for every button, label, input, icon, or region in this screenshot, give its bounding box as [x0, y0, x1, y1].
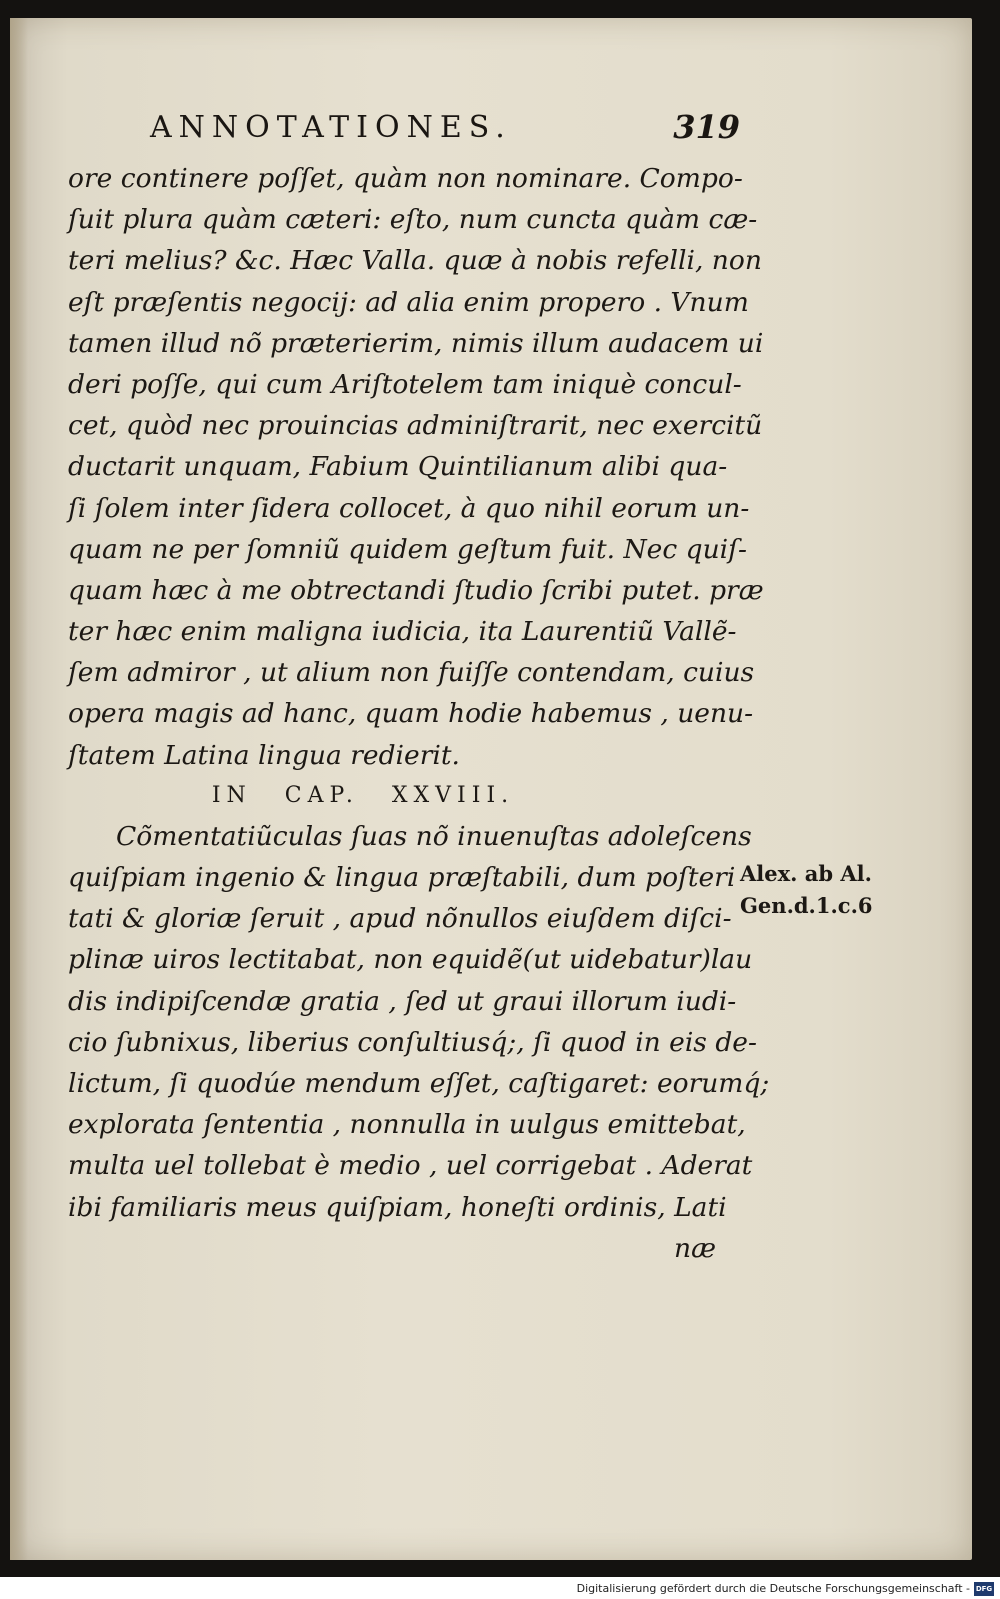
text-line: ductarit unquam, Fabium Quintilianum alibi qua-: [68, 451, 728, 483]
dfg-logo-icon: DFG: [974, 1582, 994, 1596]
text-line: cet, quòd nec prouincias adminiſtrarit, nec exercitũ: [68, 410, 763, 442]
text-line: lictum, ſi quodúe mendum eſſet, caſtigaret: eorumq́;: [68, 1067, 770, 1099]
text-line: multa uel tollebat è medio , uel corrigebat . Aderat: [68, 1150, 753, 1182]
text-line: ibi familiaris meus quiſpiam, honeſti ordinis, Lati: [68, 1191, 727, 1223]
page-gutter-shadow: [10, 18, 28, 1560]
text-line: ſtatem Latina lingua redierit.: [68, 739, 460, 771]
text-line: teri melius? &c. Hæc Valla. quæ à nobis refelli, non: [68, 245, 762, 277]
text-line: ſi ſolem inter ſidera collocet, à quo nihil eorum un-: [68, 492, 750, 524]
text-line: deri poſſe, qui cum Ariſtotelem tam iniquè concul-: [68, 368, 742, 400]
running-head: ANNOTATIONES.: [150, 110, 512, 145]
catchword: næ: [674, 1232, 716, 1264]
text-line: ſuit plura quàm cæteri: eſto, num cuncta quàm cæ-: [68, 204, 758, 236]
section-heading: IN CAP. XXVIII.: [211, 782, 515, 808]
footer-bar: [0, 1577, 1000, 1599]
text-line: tamen illud nõ præterierim, nimis illum audacem ui: [68, 327, 764, 359]
text-line: dis indipiſcendæ gratia , ſed ut graui illorum iudi-: [68, 985, 737, 1017]
page-header: [150, 110, 740, 150]
text-line: opera magis ad hanc, quam hodie habemus , uenu-: [68, 698, 754, 730]
text-line: ſem admiror , ut alium non fuiſſe contendam, cuius: [68, 657, 755, 689]
text-line: cio ſubnixus, liberius conſultiusq́;, ſi quod in eis de-: [68, 1026, 757, 1058]
text-line: Cõmentatiũculas ſuas nõ inuenuſtas adoleſcens: [116, 820, 752, 852]
marginal-note: [740, 858, 873, 922]
text-line: quiſpiam ingenio & lingua præſtabili, dum poſteri: [68, 862, 736, 893]
text-line: plinæ uiros lectitabat, non equidẽ(ut uidebatur)lau: [68, 944, 753, 976]
marginal-note-line: Gen.d.1.c.6: [740, 893, 873, 918]
main-text: [68, 158, 770, 1269]
text-line: tati & gloriæ ſeruit , apud nõnullos eiuſdem diſci-: [68, 903, 732, 935]
text-line: ter hæc enim maligna iudicia, ita Laurentiũ Vallẽ-: [68, 616, 737, 648]
text-line: quam hæc à me obtrectandi ſtudio ſcribi putet. præ: [68, 574, 764, 606]
marginal-note-line: Alex. ab Al.: [740, 861, 872, 886]
text-line: ore continere poſſet, quàm non nominare. Compo-: [68, 163, 743, 194]
footer-credit: Digitalisierung gefördert durch die Deutsche Forschungsgemeinschaft -: [576, 1582, 970, 1595]
text-line: quam ne per ſomniũ quidem geſtum fuit. Nec quiſ-: [68, 533, 747, 565]
page-number: 319: [673, 108, 740, 146]
text-line: eſt præſentis negocij: ad alia enim propero . Vnum: [68, 286, 749, 318]
text-line: explorata ſententia , nonnulla in uulgus emittebat,: [68, 1109, 746, 1141]
